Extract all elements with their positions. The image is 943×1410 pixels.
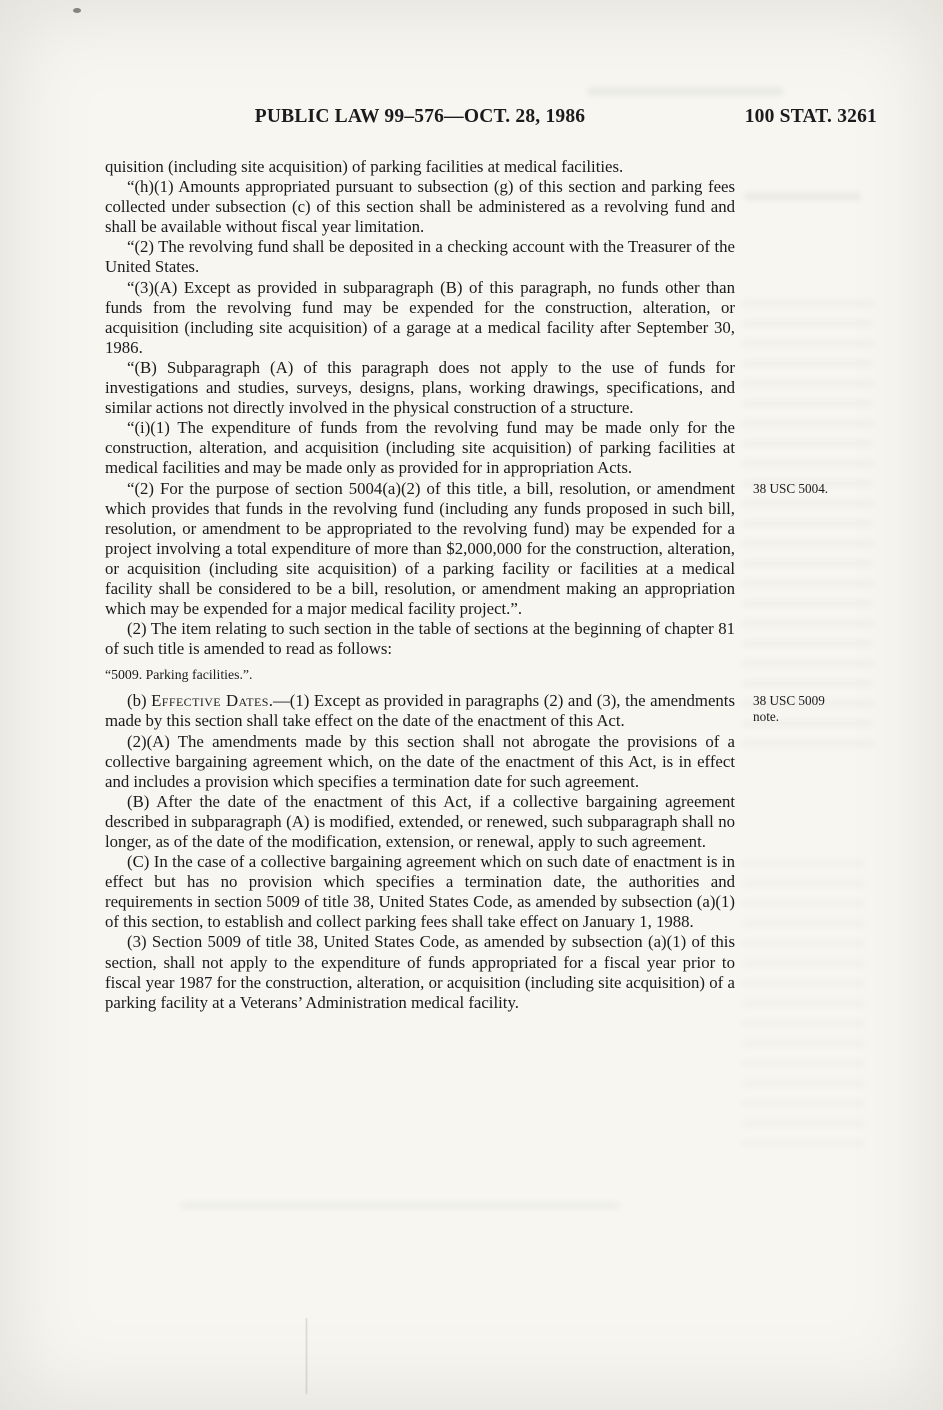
bleed-through-smudge bbox=[180, 1202, 620, 1214]
margin-note-38-usc-5009-note: 38 USC 5009 note. bbox=[753, 693, 825, 724]
paragraph-b-after-enactment: (B) After the date of the enactment of this Act, if a collective bargaining agreement described in subparagraph (A) is modified, extended, or renewed, such subparagraph shall no longer, as of the date of the modification, extension, or renewal, apply to such agreement. bbox=[105, 791, 735, 851]
paragraph-effective-dates bbox=[105, 691, 825, 731]
running-head-statute-page: 100 STAT. 3261 bbox=[744, 106, 877, 127]
section-entry-5009-parking-facilities: “5009. Parking facilities.”. bbox=[105, 667, 253, 683]
paragraph-b-subparagraph-a: “(B) Subparagraph (A) of this paragraph does not apply to the use of funds for investigations and studies, surveys, designs, plans, working drawings, specifications, and similar actions not directly involved in the physical construction of a structure. bbox=[105, 357, 735, 418]
page-header bbox=[105, 106, 877, 132]
paragraph-quisition-continuation: quisition (including site acquisition) of parking facilities at medical facilities. bbox=[105, 157, 624, 176]
paragraph-2a-collective-bargaining: (2)(A) The amendments made by this section shall not abrogate the provisions of a collective bargaining agreement which, on the date of the enactment of this Act, is in effect and includes a provision which specifies a termination date for such agreement. bbox=[105, 731, 735, 791]
paragraph-lead: (b) bbox=[127, 691, 152, 711]
scan-speck bbox=[73, 8, 81, 13]
paragraph-3-section-5009-fiscal-year: (3) Section 5009 of title 38, United States Code, as amended by subsection (a)(1) of this section, shall not apply to the expenditure of funds appropriated for a fiscal year prior to fiscal year 1987 for the construction, alteration, or acquisition (including site acquisition) of a parking facility at a Veterans’ Administration medical facility. bbox=[105, 932, 735, 1012]
document-body bbox=[105, 157, 829, 1013]
margin-note-38-usc-5004: 38 USC 5004. bbox=[753, 480, 829, 496]
paragraph-i1-expenditure: “(i)(1) The expenditure of funds from the revolving fund may be made only for the construction, alteration, and acquisition (including site acquisition) of parking facilities at medical facilities and may be made only as provided for in appropriation Acts. bbox=[105, 418, 735, 478]
paragraph-h1-revolving-fund: “(h)(1) Amounts appropriated pursuant to subsection (g) of this section and parking fees collected under subsection (c) of this section shall be administered as a revolving fund and shall be available without fiscal year limitation. bbox=[105, 177, 735, 237]
paragraph-2-checking-account: “(2) The revolving fund shall be deposited in a checking account with the Treasurer of the United States. bbox=[105, 237, 735, 277]
bleed-through-smudge bbox=[742, 300, 874, 760]
bleed-through-smudge bbox=[745, 193, 860, 205]
paragraph-table-of-sections-amendment: (2) The item relating to such section in the table of sections at the beginning of chapter 81 of such title is amended to read as follows: bbox=[105, 619, 735, 659]
effective-dates-heading: Effective Dates bbox=[151, 691, 269, 711]
paragraph-text: .—(1) Except as provided in paragraphs (2) and (3), the amendments made by this section shall take effect on the date of the enactment of this Act. bbox=[105, 691, 735, 731]
page-fold-mark bbox=[306, 1318, 307, 1394]
bleed-through-smudge bbox=[588, 88, 783, 100]
paragraph-text: “(2) For the purpose of section 5004(a)(2) of this title, a bill, resolution, or amendment which provides that funds in the revolving fund (including any funds proposed in such bill, resolution, or amendment to be appropriated to the revolving fund) may be expended for a project involving a total expenditure of more than $2,000,000 for the construction, alteration, or acquisition (including site acquisition) of a parking facility or facilities at a medical facility shall be considered to be a bill, resolution, or amendment making an appropriation which may be expended for a major medical facility project.”. bbox=[105, 478, 735, 619]
running-head-law-title: PUBLIC LAW 99–576—OCT. 28, 1986 bbox=[254, 106, 586, 127]
paragraph-2-purpose-section-5004 bbox=[105, 478, 829, 620]
paragraph-3a-except-as-provided: “(3)(A) Except as provided in subparagraph (B) of this paragraph, no funds other than funds from the revolving fund may be expended for the construction, alteration, or acquisition (including site acquisition) of a garage at a medical facility after September 30, 1986. bbox=[105, 277, 735, 357]
paragraph-c-no-termination-date: (C) In the case of a collective bargaining agreement which on such date of enactment is in effect but has no provision which specifies a termination date, the authorities and requirements in section 5009 of title 38, United States Code, as amended by subsection (a)(1) of this section, to establish and collect parking fees shall take effect on January 1, 1988. bbox=[105, 852, 735, 932]
bleed-through-smudge bbox=[742, 860, 864, 1160]
